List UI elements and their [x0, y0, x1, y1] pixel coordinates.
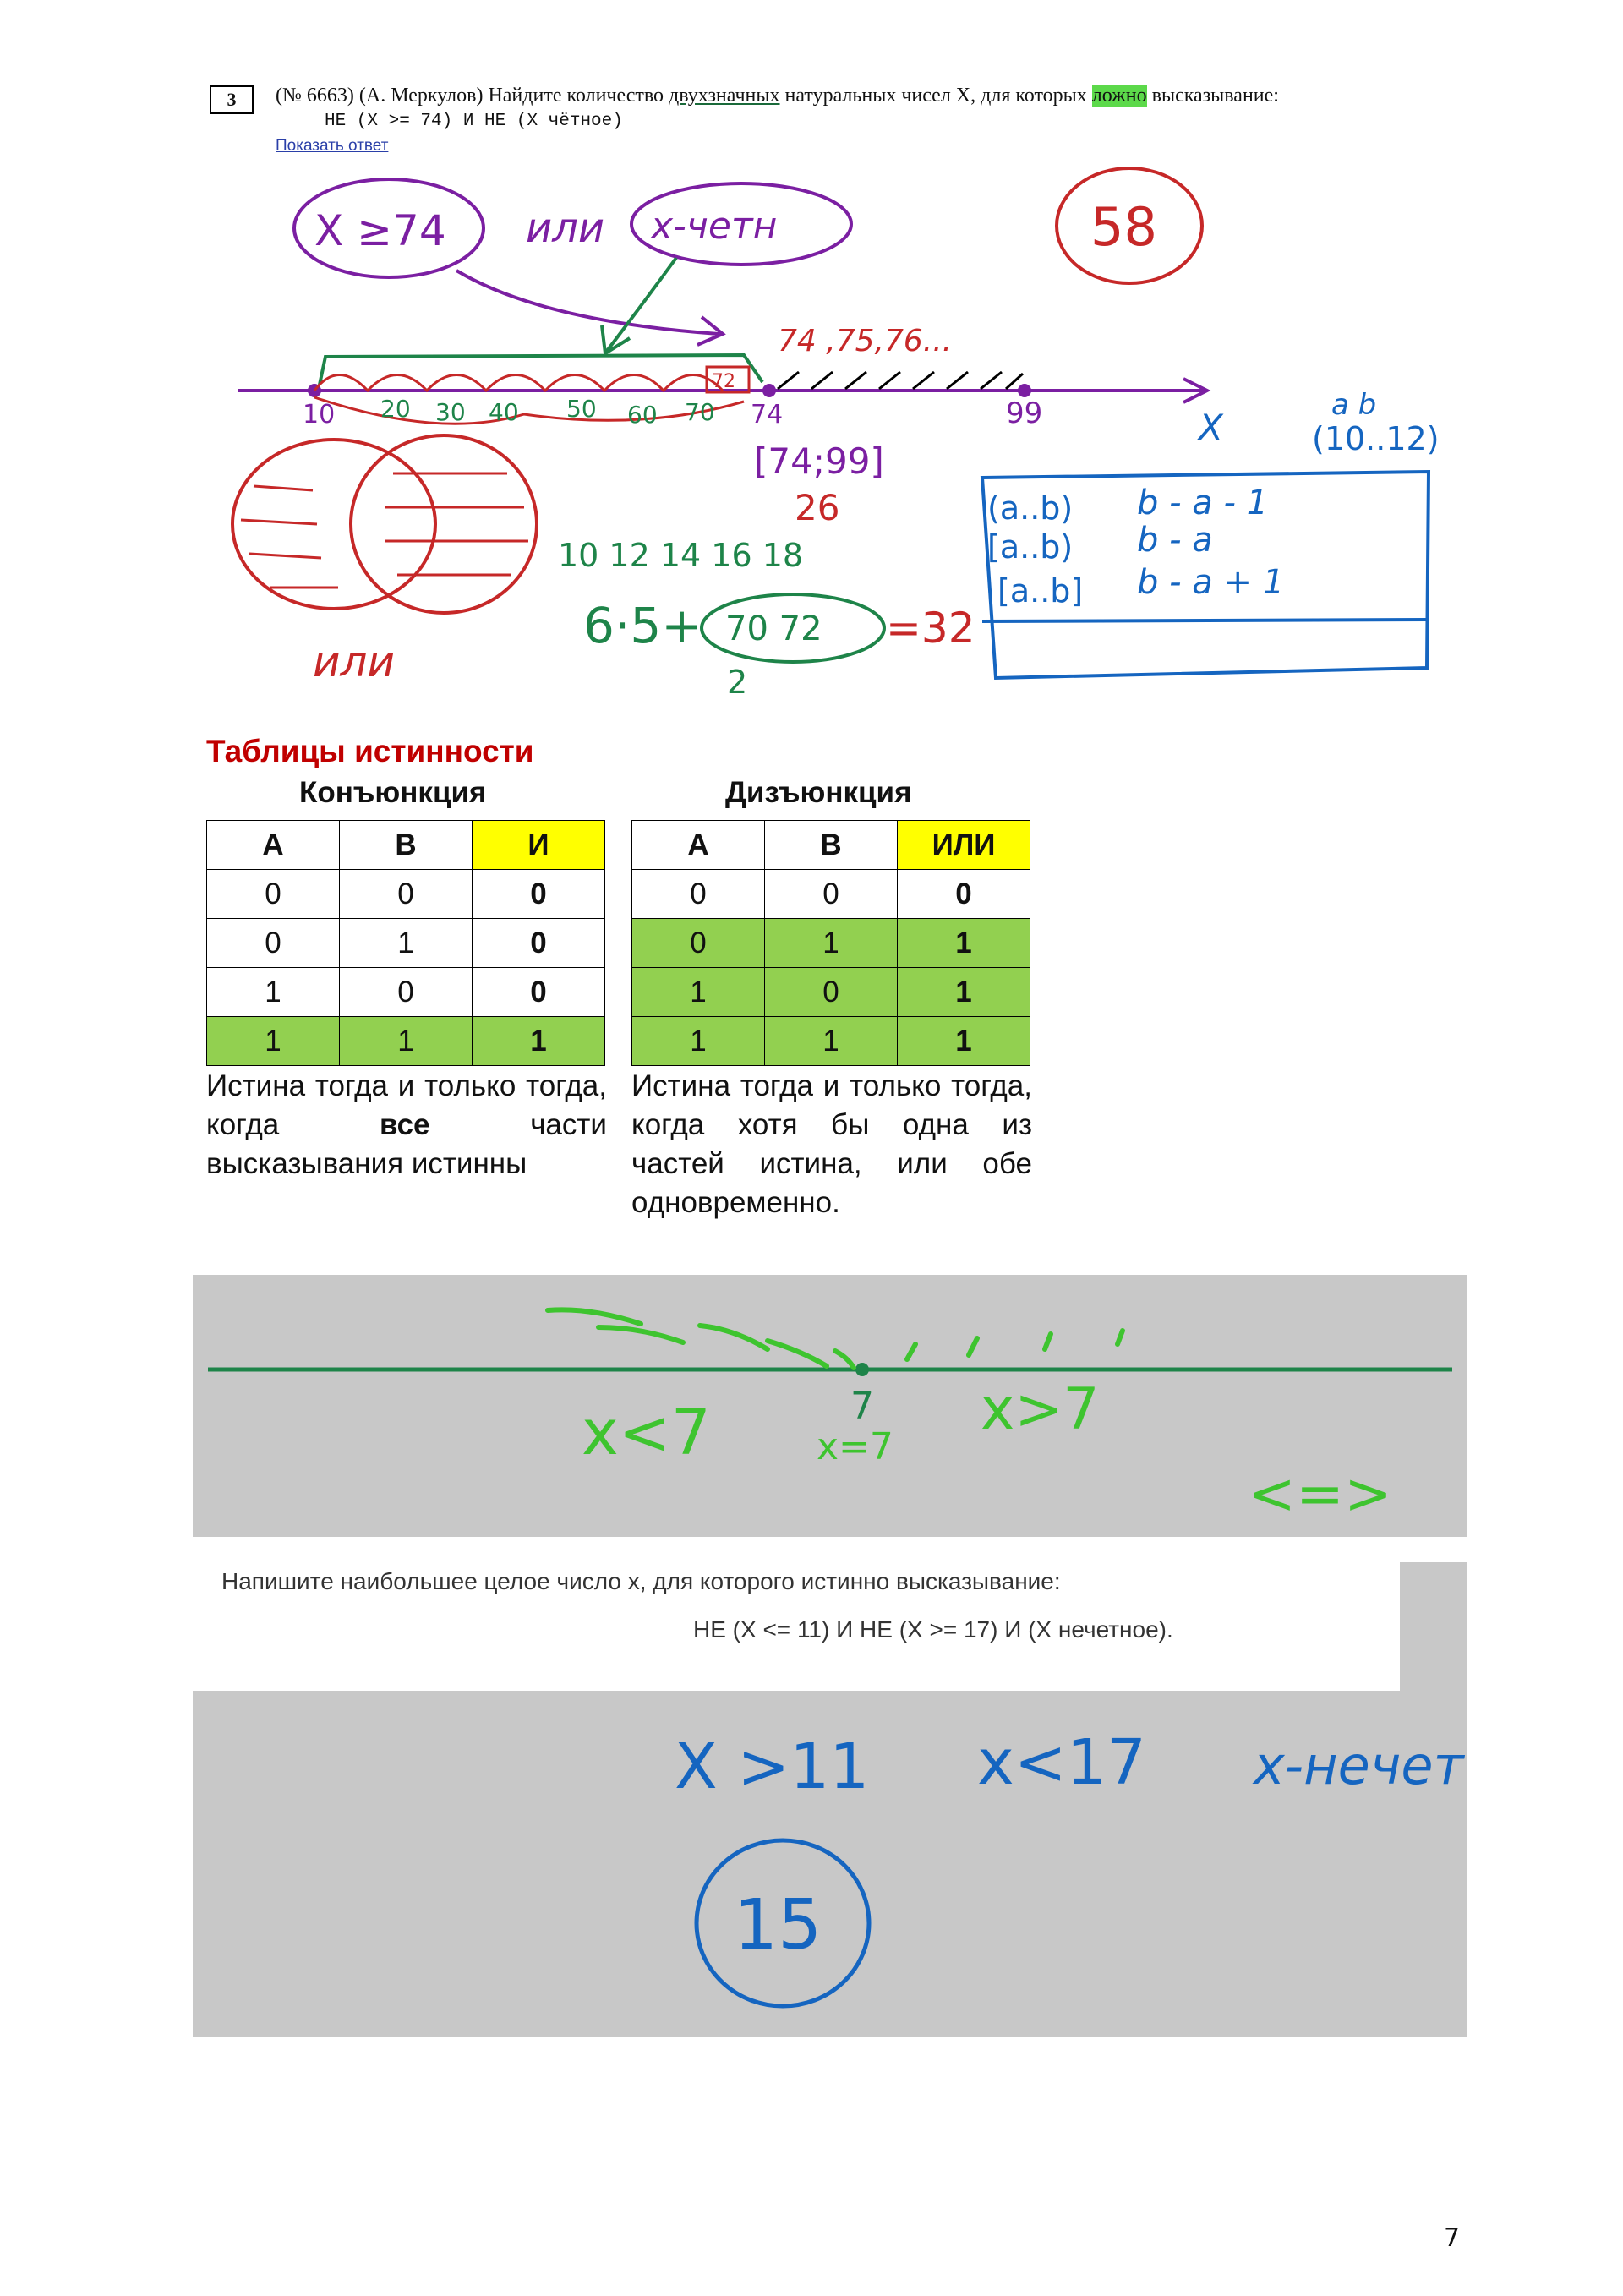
table-row [207, 870, 605, 919]
table-cell: 1 [898, 968, 1030, 1017]
handwritten-notes [0, 161, 1623, 710]
odd-list: 74 ,75,76... [778, 324, 953, 358]
hatch-marks [778, 372, 1023, 389]
tick-40: 40 [489, 398, 519, 426]
formula-1-interval: [a..b) [987, 528, 1074, 566]
tick-60: 60 [627, 401, 658, 429]
sum-result: =32 [886, 604, 975, 653]
task2-handwriting [193, 1691, 1467, 2037]
table-cell: 0 [340, 968, 473, 1017]
table-row [632, 968, 1030, 1017]
venn-left [232, 440, 435, 609]
even-list: 10 12 14 16 18 [558, 537, 804, 574]
table-cell: 0 [207, 870, 340, 919]
tick-50: 50 [566, 395, 597, 423]
connector-text: или [526, 205, 605, 252]
conj-header-row [207, 821, 605, 870]
conj-head-op: И [473, 821, 605, 870]
axis-point-74 [762, 384, 776, 397]
task2-panel-tab [1400, 1562, 1467, 1697]
sum-left: 6·5+ [583, 597, 702, 654]
box-72-text: 72 [712, 371, 735, 392]
page-number: 7 [1444, 2223, 1461, 2253]
formula-0-formula: b - a - 1 [1137, 484, 1269, 522]
table-cell: 0 [765, 870, 898, 919]
formula-divider [982, 620, 1427, 621]
table-cell: 0 [632, 919, 765, 968]
left-hatch [548, 1309, 854, 1368]
conj-description [206, 1067, 607, 1184]
formula-2-interval: [a..b] [997, 572, 1084, 610]
table-row [632, 1017, 1030, 1066]
table-cell: 1 [898, 919, 1030, 968]
conj-desc-2: части высказывания истинны [206, 1108, 607, 1180]
task-number: 3 [210, 85, 254, 114]
task2-answer: 15 [734, 1885, 822, 1965]
disj-table [631, 820, 1030, 1066]
disj-head-a: A [632, 821, 765, 870]
formula-1-formula: b - a [1137, 521, 1213, 560]
section-title: Таблицы истинности [206, 734, 534, 768]
point-7 [855, 1363, 869, 1376]
task2-hand-1: X >11 [675, 1730, 870, 1803]
table-cell: 1 [632, 968, 765, 1017]
formula-0-interval: (a..b) [987, 489, 1074, 527]
table-cell: 1 [765, 1017, 898, 1066]
conj-desc-1: Истина тогда и только тогда, когда [206, 1069, 607, 1141]
conj-head-a: A [207, 821, 340, 870]
answer-text: 58 [1090, 196, 1157, 258]
tick-30: 30 [435, 398, 466, 426]
task2-statement: НЕ (X <= 11) И НЕ (X >= 17) И (X нечетное). [693, 1616, 1173, 1643]
conj-table [206, 820, 605, 1066]
task-text-highlight: ложно [1091, 85, 1147, 107]
task-text-start: (№ 6663) (А. Меркулов) Найдите количество [276, 85, 669, 107]
disj-header-row [632, 821, 1030, 870]
venn-hatch [241, 473, 528, 588]
axis-point-99 [1018, 384, 1031, 397]
table-row [632, 919, 1030, 968]
table-cell: 1 [632, 1017, 765, 1066]
interval-count: 26 [795, 487, 840, 528]
point-label: 7 [850, 1385, 874, 1428]
tick-70: 70 [685, 398, 715, 426]
right-region-label: x>7 [981, 1376, 1100, 1443]
disj-head-b: B [765, 821, 898, 870]
interval-text: [74;99] [754, 440, 884, 482]
tick-10: 10 [303, 400, 336, 429]
table-cell: 0 [473, 968, 605, 1017]
venn-label: или [313, 637, 395, 686]
ab-top: a b [1331, 388, 1377, 422]
conj-desc-bold: все [379, 1108, 430, 1141]
table-cell: 0 [207, 919, 340, 968]
mid-region-label: x=7 [817, 1425, 893, 1468]
table-cell: 1 [340, 919, 473, 968]
ab-range: (10..12) [1312, 420, 1440, 457]
table-cell: 1 [340, 1017, 473, 1066]
table-cell: 1 [765, 919, 898, 968]
conj-head-b: B [340, 821, 473, 870]
equiv-label: <=> [1248, 1461, 1392, 1528]
task-text-underlined: двухзначных [669, 85, 780, 107]
number-line-drawing [193, 1275, 1467, 1537]
tick-20: 20 [380, 395, 411, 423]
task-text-end: высказывание: [1146, 85, 1279, 107]
table-row [632, 870, 1030, 919]
task2-prompt: Напишите наибольшее целое число x, для которого истинно высказывание: [221, 1568, 1061, 1594]
show-answer-link[interactable]: Показать ответ [276, 137, 389, 155]
table-cell: 1 [207, 968, 340, 1017]
table-row [207, 968, 605, 1017]
table-cell: 0 [340, 870, 473, 919]
bubble-left-text: X ≥74 [314, 206, 446, 255]
table-cell: 1 [898, 1017, 1030, 1066]
table-cell: 0 [632, 870, 765, 919]
tick-99: 99 [1006, 396, 1043, 430]
table-cell: 1 [473, 1017, 605, 1066]
table-row [207, 1017, 605, 1066]
task-statement [276, 85, 1279, 107]
task-code: НЕ (X >= 74) И НЕ (X чётное) [325, 112, 623, 131]
sum-sub: 2 [727, 664, 748, 701]
axis-var: X [1199, 407, 1223, 448]
conj-title: Конъюнкция [299, 776, 487, 809]
disj-description: Истина тогда и только тогда, когда хотя бы одна из частей истина, или обе одновременно. [631, 1069, 1032, 1219]
disj-title: Дизъюнкция [725, 776, 912, 809]
even-arcs [314, 375, 723, 391]
formula-2-formula: b - a + 1 [1137, 563, 1285, 602]
table-cell: 0 [473, 870, 605, 919]
table-row [207, 919, 605, 968]
table-cell: 1 [207, 1017, 340, 1066]
table-cell: 0 [898, 870, 1030, 919]
task2-hand-3: x-нечет [1254, 1735, 1464, 1796]
bubble-right-text: x-четн [651, 205, 778, 248]
under-arc [314, 397, 744, 424]
venn-right [351, 435, 537, 613]
table-cell: 0 [473, 919, 605, 968]
even-bracket [320, 355, 762, 385]
disj-head-op: ИЛИ [898, 821, 1030, 870]
tick-74: 74 [751, 400, 784, 429]
task2-hand-2: x<17 [977, 1726, 1146, 1799]
sum-box-text: 70 72 [725, 610, 822, 648]
left-region-label: x<7 [582, 1397, 711, 1469]
table-cell: 0 [765, 968, 898, 1017]
green-arrow [607, 258, 676, 351]
right-hatch [907, 1331, 1123, 1359]
purple-arrow [456, 271, 719, 334]
task-text-mid: натуральных чисел X, для которых [779, 85, 1092, 107]
